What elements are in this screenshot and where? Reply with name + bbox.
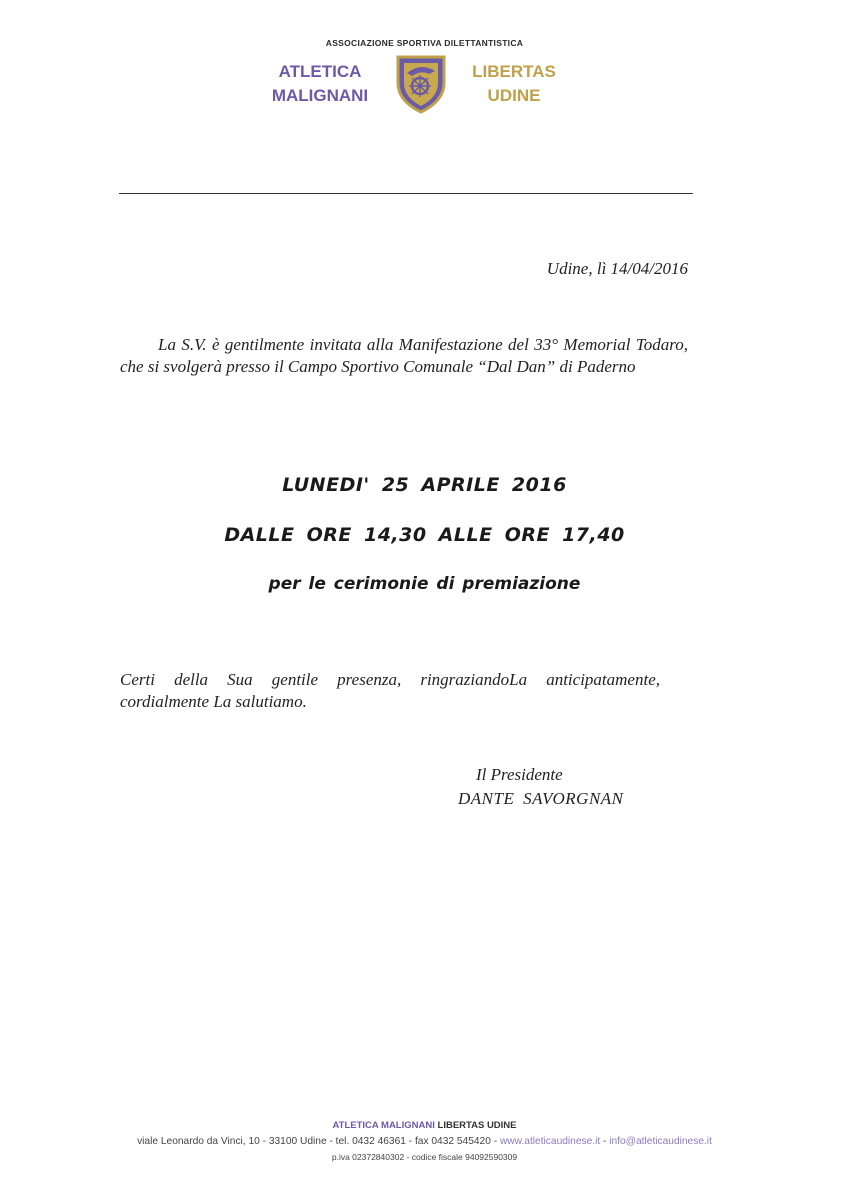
club-name-right bbox=[460, 60, 568, 108]
signature-name: DANTE SAVORGNAN bbox=[458, 789, 624, 808]
footer-contacts bbox=[0, 1136, 849, 1147]
club-name-malignani: MALIGNANI bbox=[271, 86, 369, 105]
signature-title: Il Presidente bbox=[476, 765, 563, 784]
footer-address: viale Leonardo da Vinci, 10 - 33100 Udine - tel. 0432 46361 - fax 0432 545420 - bbox=[137, 1136, 500, 1147]
invitation-paragraph bbox=[120, 334, 688, 378]
closing-paragraph: Certi della Sua gentile presenza, ringraziandoLa anticipatamente, cordialmente La salutiamo. bbox=[120, 670, 660, 711]
header-divider bbox=[119, 193, 693, 194]
club-name-atletica: ATLETICA bbox=[278, 62, 362, 81]
club-name-left bbox=[254, 60, 386, 108]
footer-website-link[interactable]: www.atleticaudinese.it bbox=[499, 1136, 601, 1147]
event-date: LUNEDI' 25 APRILE 2016 bbox=[282, 474, 567, 496]
event-time: DALLE ORE 14,30 ALLE ORE 17,40 bbox=[224, 524, 625, 546]
association-subtitle: ASSOCIAZIONE SPORTIVA DILETTANTISTICA bbox=[325, 38, 524, 48]
club-name-udine: UDINE bbox=[487, 86, 541, 105]
club-name-libertas: LIBERTAS bbox=[472, 62, 556, 81]
footer-separator: - bbox=[600, 1136, 610, 1147]
letter-date: Udine, lì 14/04/2016 bbox=[546, 259, 688, 278]
invitation-text: La S.V. è gentilmente invitata alla Manifestazione del 33° Memorial Todaro, che si svolgerà presso il Campo Sportivo Comunale “Dal Dan” di Paderno bbox=[120, 335, 688, 376]
footer-tax-info: p.iva 02372840302 - codice fiscale 94092590309 bbox=[331, 1152, 518, 1162]
footer-org-name: ATLETICA MALIGNANI bbox=[332, 1120, 435, 1131]
footer-org-suffix: LIBERTAS UDINE bbox=[437, 1120, 517, 1131]
footer-organization bbox=[0, 1120, 849, 1131]
footer-email-link[interactable]: info@atleticaudinese.it bbox=[609, 1136, 712, 1147]
club-shield-logo-icon bbox=[395, 53, 447, 115]
event-purpose: per le cerimonie di premiazione bbox=[268, 574, 581, 594]
